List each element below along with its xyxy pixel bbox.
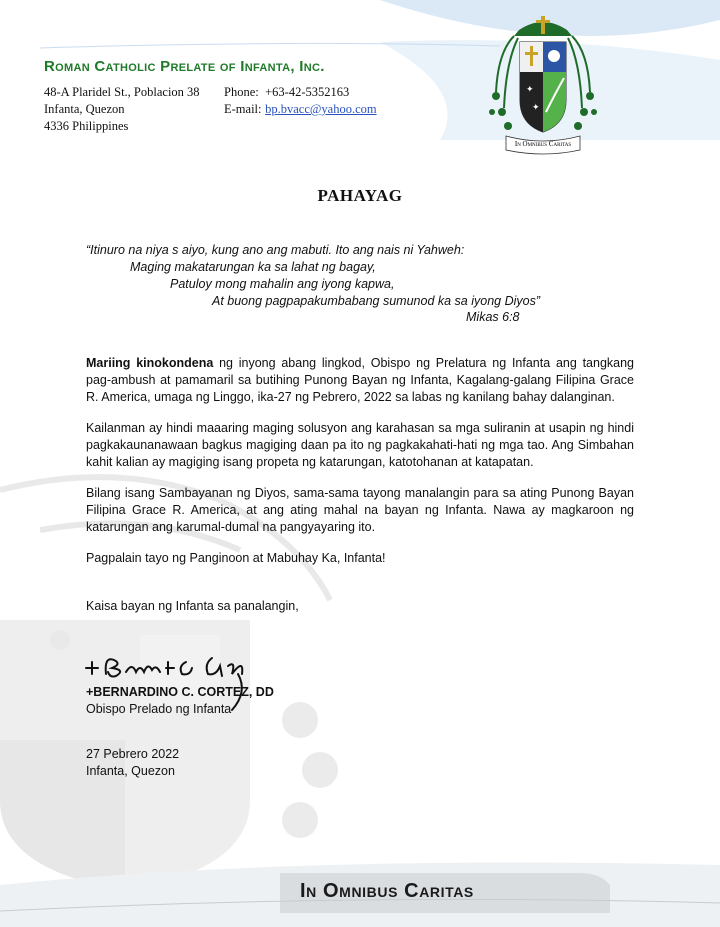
org-name: Roman Catholic Prelate of Infanta, Inc. <box>44 58 325 75</box>
coat-of-arms-logo <box>484 12 602 157</box>
signatory-name: +BERNARDINO C. CORTEZ, DD <box>86 685 274 699</box>
svg-text:✦: ✦ <box>532 103 540 113</box>
verse-line-3: Patuloy mong mahalin ang iyong kapwa, <box>170 277 395 291</box>
phone-number: +63-42-5352163 <box>265 85 350 99</box>
email-row <box>224 101 377 118</box>
address-block <box>44 84 200 135</box>
footer-motto: In Omnibus Caritas <box>300 880 474 902</box>
paragraph-4: Pagpalain tayo ng Panginoon at Mabuhay Ka, Infanta! <box>86 551 386 565</box>
address-line-1: 48-A Plaridel St., Poblacion 38 <box>44 85 200 99</box>
crest-motto: In Omnibus Caritas <box>514 140 572 148</box>
phone-row <box>224 84 377 101</box>
letter-place: Infanta, Quezon <box>86 764 175 778</box>
closing-line: Kaisa bayan ng Infanta sa panalangin, <box>86 599 299 613</box>
paragraph-1-text: ng inyong abang lingkod, Obispo ng Prelatura ng Infanta ang tangkang pag-ambush at pamamaril sa butihing Punong Bayan ng Infanta, Kagalang-galang Filipina Grace R. America, umaga ng Linggo, ika-27 ng Pebrero, 2022 sa labas ng kanilang bahay dalanginan. <box>86 356 634 404</box>
contact-block <box>224 84 377 118</box>
address-line-2: Infanta, Quezon <box>44 102 125 116</box>
email-link[interactable]: bp.bvacc@yahoo.com <box>265 102 377 116</box>
paragraph-1-lead: Mariing kinokondena <box>86 356 214 370</box>
paragraph-1 <box>86 355 634 406</box>
paragraph-2: Kailanman ay hindi maaaring maging solusyon ang karahasan sa mga suliranin at usapin ng hindi pagkakaunanawaan bagkus magiging daan pa ito ng pagkakahati-hati ng mga tao. Ang Simbahan kahit kalian ay magiging isang propeta ng katarungan, katotohanan at katapatan. <box>86 421 634 469</box>
verse-reference: Mikas 6:8 <box>466 310 520 324</box>
verse-line-2: Maging makatarungan ka sa lahat ng bagay, <box>130 260 376 274</box>
verse-line-4: At buong pagpapakumbabang sumunod ka sa iyong Diyos” <box>212 294 540 308</box>
paragraph-3: Bilang isang Sambayanan ng Diyos, sama-sama tayong manalangin para sa ating Punong Bayan Filipina Grace R. America, at ang ating mahal na bayan ng Infanta. Nawa ay magkaroon ng katarungan ang karumal-dumal na pangyayaring ito. <box>86 486 634 534</box>
document-title: PAHAYAG <box>317 186 403 205</box>
address-line-3: 4336 Philippines <box>44 119 129 133</box>
phone-label: Phone: <box>224 85 259 99</box>
signatory-position: Obispo Prelado ng Infanta <box>86 702 232 716</box>
email-label: E-mail: <box>224 102 262 116</box>
verse-line-1: “Itinuro na niya s aiyo, kung ano ang mabuti. Ito ang nais ni Yahweh: <box>86 243 465 257</box>
letter-date: 27 Pebrero 2022 <box>86 747 180 761</box>
svg-text:✦: ✦ <box>526 85 534 95</box>
